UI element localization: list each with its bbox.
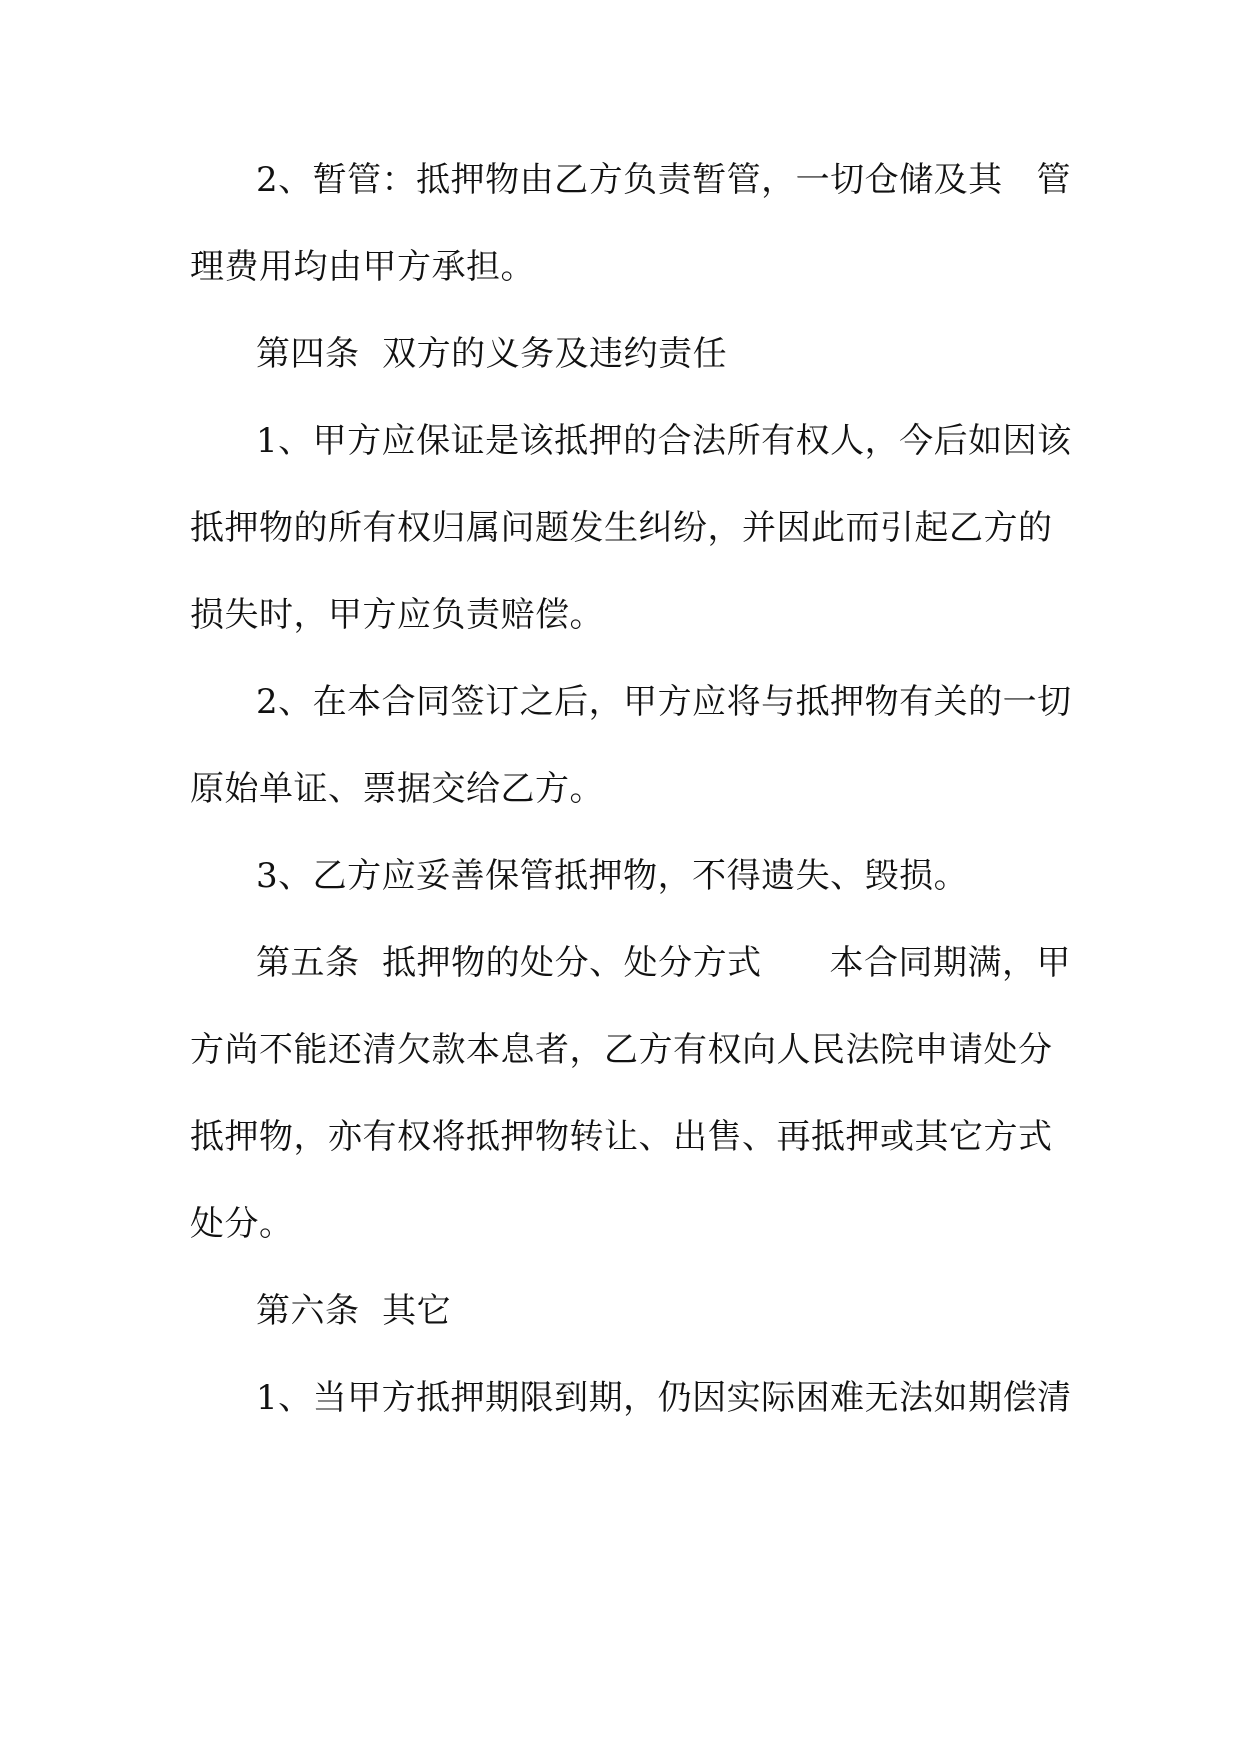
paragraph-line: 3、乙方应妥善保管抵押物，不得遗失、毁损。 xyxy=(256,856,969,896)
paragraph-line: 2、在本合同签订之后，甲方应将与抵押物有关的一切 xyxy=(256,682,1072,722)
paragraph-line: 理费用均由甲方承担。 xyxy=(190,247,535,287)
paragraph-line: 原始单证、票据交给乙方。 xyxy=(190,769,604,809)
paragraph-line: 1、当甲方抵押期限到期，仍因实际困难无法如期偿清 xyxy=(256,1378,1072,1418)
section-heading: 第五条 抵押物的处分、处分方式 本合同期满，甲 xyxy=(256,943,1071,983)
paragraph-line: 抵押物，亦有权将抵押物转让、出售、再抵押或其它方式 xyxy=(190,1117,1053,1157)
paragraph-line: 抵押物的所有权归属问题发生纠纷，并因此而引起乙方的 xyxy=(190,508,1053,548)
paragraph-line: 1、甲方应保证是该抵押的合法所有权人，今后如因该 xyxy=(256,421,1072,461)
paragraph-line: 方尚不能还清欠款本息者，乙方有权向人民法院申请处分 xyxy=(190,1030,1053,1070)
paragraph-line: 损失时，甲方应负责赔偿。 xyxy=(190,595,604,635)
paragraph-line: 2、暂管：抵押物由乙方负责暂管，一切仓储及其 管 xyxy=(256,160,1072,200)
section-heading: 第六条 其它 xyxy=(256,1291,452,1331)
section-heading: 第四条 双方的义务及违约责任 xyxy=(256,334,728,374)
paragraph-line: 处分。 xyxy=(190,1204,294,1244)
